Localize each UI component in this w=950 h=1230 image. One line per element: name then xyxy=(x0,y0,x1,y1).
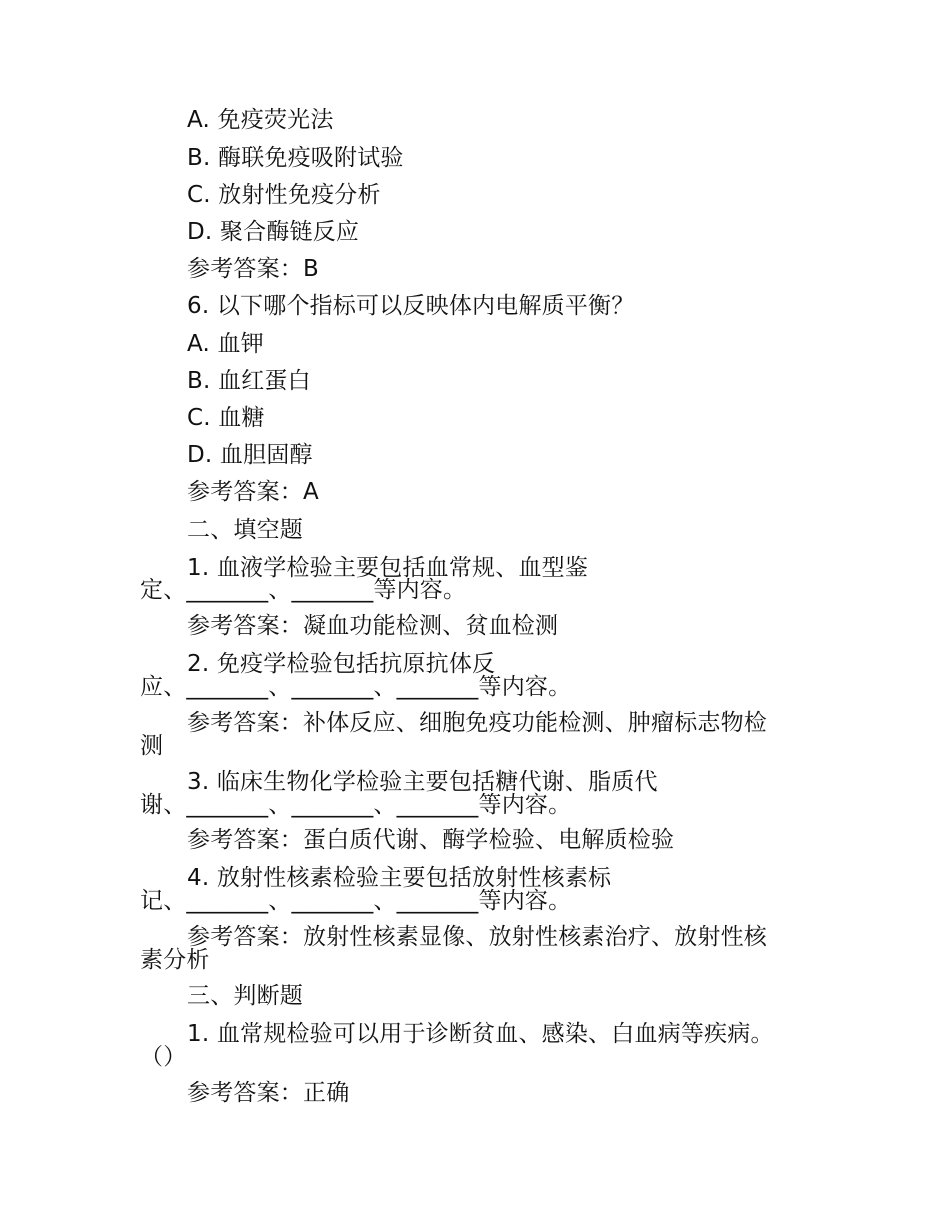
answer-text: 参考答案：正确 xyxy=(187,1080,350,1106)
answer-text: 参考答案：补体反应、细胞免疫功能检测、肿瘤标志物检 xyxy=(187,710,767,736)
question-text: 6. 以下哪个指标可以反映体内电解质平衡？ xyxy=(187,293,635,319)
section-heading: 二、填空题 xyxy=(187,517,303,543)
question-text-continued: （） xyxy=(140,1044,187,1070)
question-text: 3. 临床生物化学检验主要包括糖代谢、脂质代 xyxy=(187,769,658,795)
question-text-continued: 谢、_______、_______、_______等内容。 xyxy=(140,792,572,818)
question-text: 2. 免疫学检验包括抗原抗体反 xyxy=(187,651,496,677)
option-c-text: C. 血糖 xyxy=(187,405,265,431)
option-d-text: D. 聚合酶链反应 xyxy=(187,219,360,245)
answer-text: 参考答案：蛋白质代谢、酶学检验、电解质检验 xyxy=(187,827,675,853)
question-text: 1. 血常规检验可以用于诊断贫血、感染、白血病等疾病。 xyxy=(187,1021,774,1047)
answer-text-continued: 素分析 xyxy=(140,947,210,973)
question-text-continued: 定、_______、_______等内容。 xyxy=(140,577,467,603)
option-a-text: A. 血钾 xyxy=(187,331,264,357)
answer-text: 参考答案：B xyxy=(187,256,319,282)
section-heading: 三、判断题 xyxy=(187,983,303,1009)
option-b-text: B. 酶联免疫吸附试验 xyxy=(187,145,404,171)
answer-text: 参考答案：凝血功能检测、贫血检测 xyxy=(187,613,559,639)
question-text: 4. 放射性核素检验主要包括放射性核素标 xyxy=(187,865,612,891)
question-text: 1. 血液学检验主要包括血常规、血型鉴 xyxy=(187,555,589,581)
answer-text-continued: 测 xyxy=(140,733,164,759)
option-a-text: A. 免疫荧光法 xyxy=(187,107,334,133)
answer-text: 参考答案：放射性核素显像、放射性核素治疗、放射性核 xyxy=(187,924,767,950)
question-text-continued: 应、_______、_______、_______等内容。 xyxy=(140,674,572,700)
option-b-text: B. 血红蛋白 xyxy=(187,368,311,394)
option-d-text: D. 血胆固醇 xyxy=(187,442,313,468)
question-text-continued: 记、_______、_______、_______等内容。 xyxy=(140,888,572,914)
option-c-text: C. 放射性免疫分析 xyxy=(187,182,381,208)
answer-text: 参考答案：A xyxy=(187,479,319,505)
